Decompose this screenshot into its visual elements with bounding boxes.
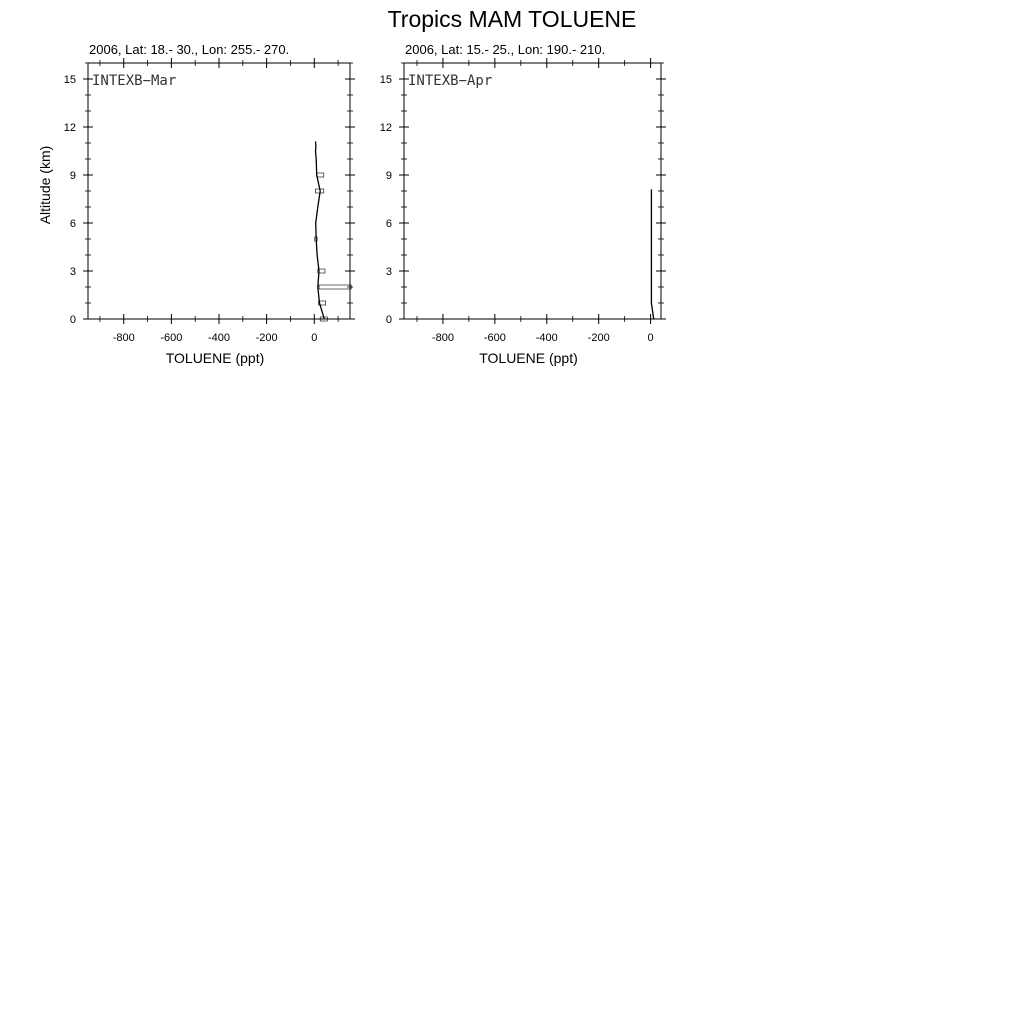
- panel-label: INTEXB−Apr: [408, 73, 493, 89]
- y-tick-label: 12: [379, 122, 392, 134]
- y-tick-label: 9: [385, 170, 392, 182]
- panel-subtitle: 2006, Lat: 15.- 25., Lon: 190.- 210.: [405, 42, 606, 57]
- y-tick-label: 0: [385, 314, 392, 326]
- panel-subtitle: 2006, Lat: 18.- 30., Lon: 255.- 270.: [89, 42, 290, 57]
- x-tick-label: -800: [112, 332, 135, 344]
- range-box: [317, 173, 324, 177]
- y-tick-label: 15: [63, 74, 76, 86]
- y-tick-label: 15: [379, 74, 392, 86]
- x-tick-label: -400: [535, 332, 558, 344]
- y-tick-label: 9: [69, 170, 76, 182]
- x-axis-label: TOLUENE (ppt): [479, 350, 578, 366]
- range-box: [319, 285, 351, 289]
- x-tick-label: 0: [311, 332, 318, 344]
- x-tick-label: -400: [207, 332, 231, 344]
- x-tick-label: -200: [587, 332, 610, 344]
- y-tick-label: 0: [69, 314, 76, 326]
- x-axis-label: TOLUENE (ppt): [165, 350, 265, 366]
- x-tick-label: -600: [160, 332, 183, 344]
- x-tick-label: -600: [483, 332, 506, 344]
- profile-line: [316, 141, 325, 319]
- y-tick-label: 3: [385, 266, 392, 278]
- x-tick-label: -200: [255, 332, 278, 344]
- plot-frame: [88, 63, 350, 319]
- y-tick-label: 6: [385, 218, 392, 230]
- panel-label: INTEXB−Mar: [92, 73, 177, 89]
- plot-panel-1: [37, 42, 355, 366]
- x-tick-label: -800: [431, 332, 454, 344]
- plot-panel-2: [380, 42, 666, 366]
- y-tick-label: 3: [69, 266, 76, 278]
- figure-title: Tropics MAM TOLUENE: [387, 6, 637, 32]
- y-axis-label: Altitude (km): [37, 145, 53, 225]
- plot-frame: [404, 63, 661, 319]
- y-tick-label: 6: [69, 218, 76, 230]
- profile-line: [651, 189, 653, 319]
- x-tick-label: 0: [647, 332, 654, 344]
- y-tick-label: 12: [63, 122, 76, 134]
